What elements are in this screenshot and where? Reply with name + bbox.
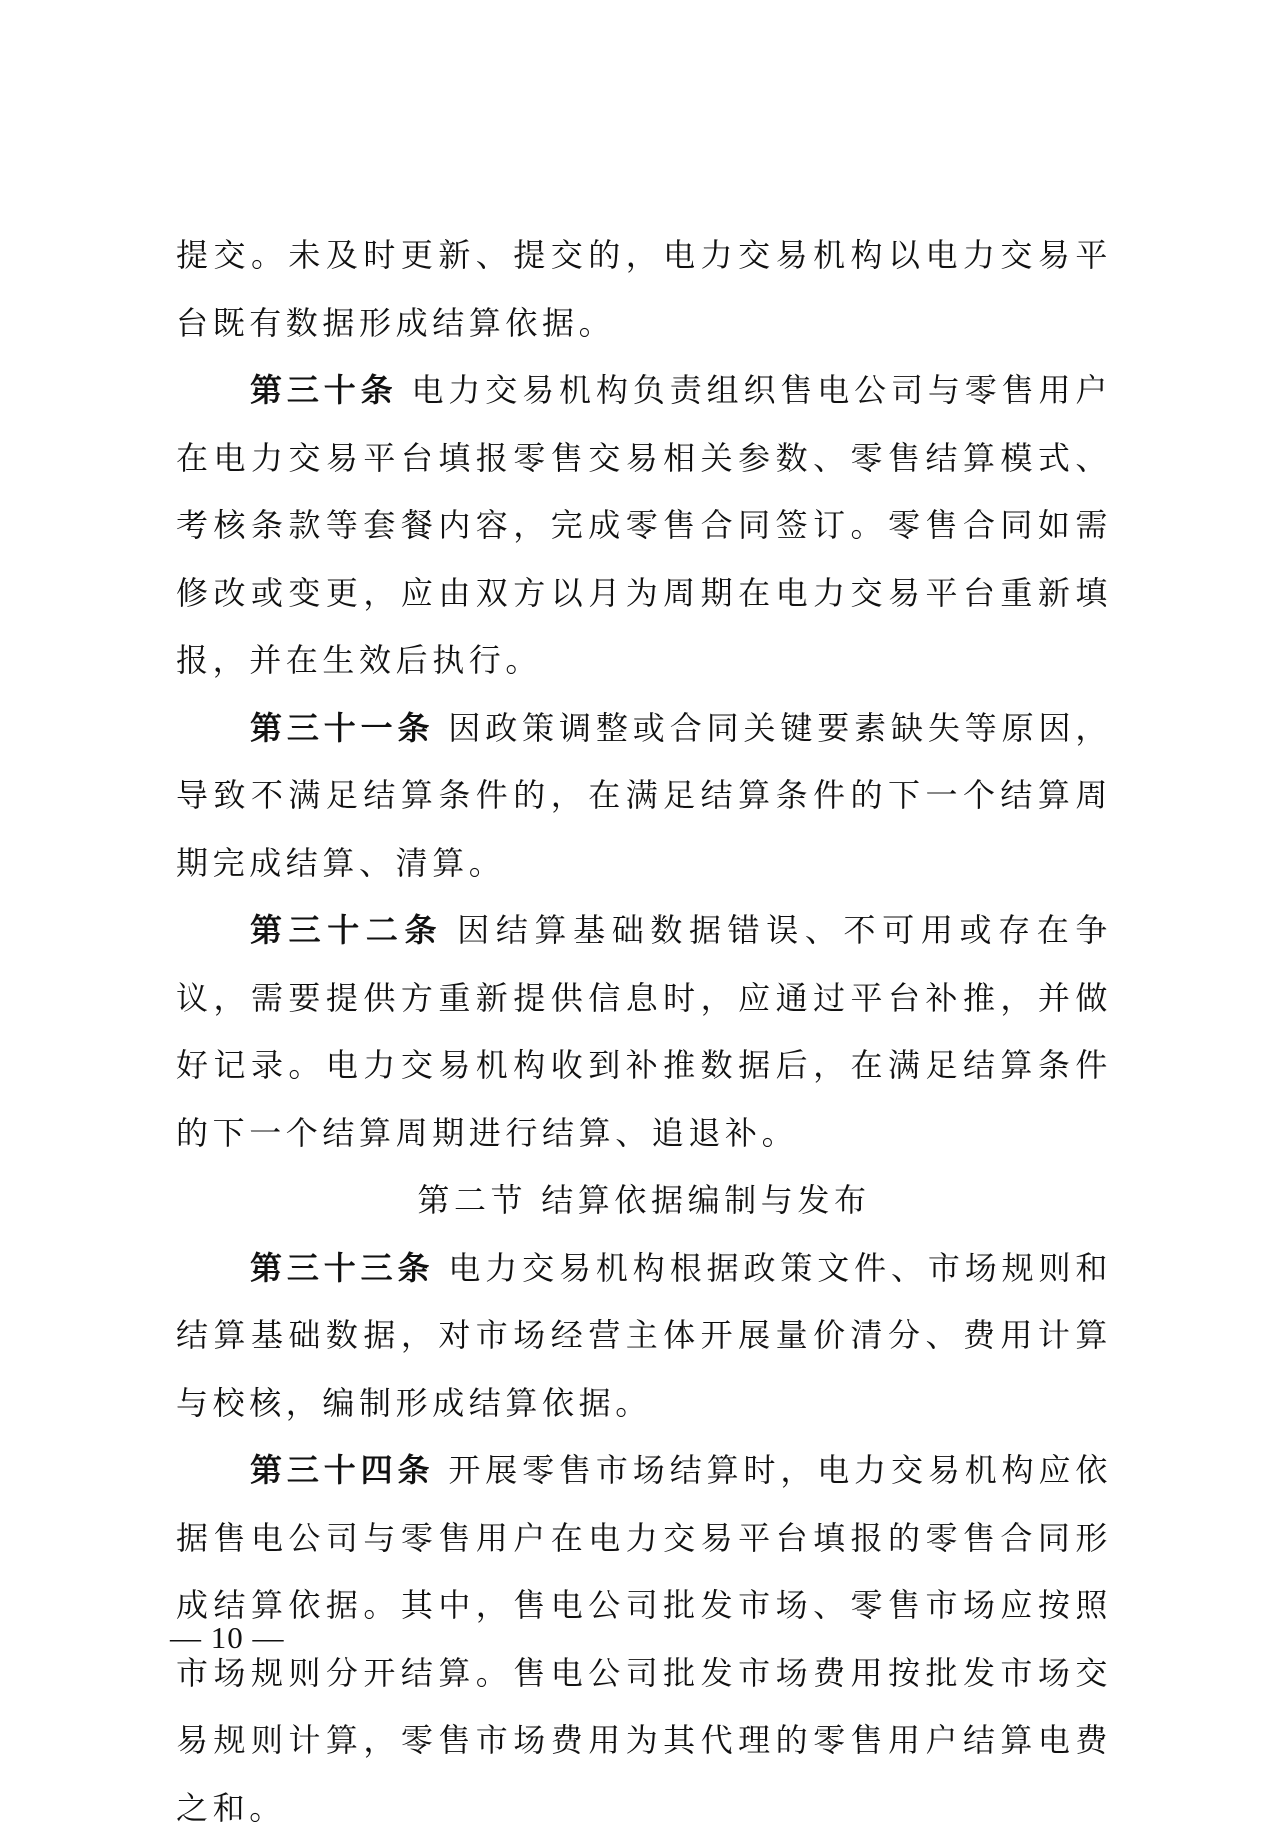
section-number: 第二节 (417, 1181, 528, 1219)
article-heading: 第三十四条 (250, 1451, 435, 1489)
article-30 (176, 357, 1112, 695)
section-title-text: 结算依据编制与发布 (541, 1181, 871, 1219)
article-33 (176, 1235, 1112, 1438)
article-text: 电力交易机构负责组织售电公司与零售用户在电力交易平台填报零售交易相关参数、零售结算模式、考核条款等套餐内容，完成零售合同签订。零售合同如需修改或变更，应由双方以月为周期在电力交易平台重新填报，并在生效后执行。 (176, 371, 1112, 679)
page-number: — 10 — (170, 1620, 285, 1655)
paragraph-continuation (176, 222, 1112, 357)
article-heading: 第三十一条 (250, 708, 435, 747)
body-text (176, 222, 1112, 1842)
article-heading: 第三十三条 (250, 1248, 435, 1287)
article-text: 电力交易机构根据政策文件、市场规则和结算基础数据，对市场经营主体开展量价清分、费用计算与校核，编制形成结算依据。 (176, 1248, 1112, 1422)
section-heading (176, 1167, 1112, 1235)
article-text: 因政策调整或合同关键要素缺失等原因，导致不满足结算条件的，在满足结算条件的下一个结算周期完成结算、清算。 (176, 708, 1112, 882)
article-heading: 第三十条 (250, 371, 398, 409)
article-heading: 第三十二条 (250, 911, 444, 949)
article-31 (176, 695, 1112, 898)
paragraph-text: 提交。未及时更新、提交的，电力交易机构以电力交易平台既有数据形成结算依据。 (176, 236, 1112, 342)
article-34 (176, 1437, 1112, 1842)
article-text: 因结算基础数据错误、不可用或存在争议，需要提供方重新提供信息时，应通过平台补推，并做好记录。电力交易机构收到补推数据后，在满足结算条件的下一个结算周期进行结算、追退补。 (176, 911, 1112, 1152)
article-32 (176, 897, 1112, 1167)
article-text: 开展零售市场结算时，电力交易机构应依据售电公司与零售用户在电力交易平台填报的零售合同形成结算依据。其中，售电公司批发市场、零售市场应按照市场规则分开结算。售电公司批发市场费用按批发市场交易规则计算，零售市场费用为其代理的零售用户结算电费之和。 (176, 1451, 1112, 1827)
